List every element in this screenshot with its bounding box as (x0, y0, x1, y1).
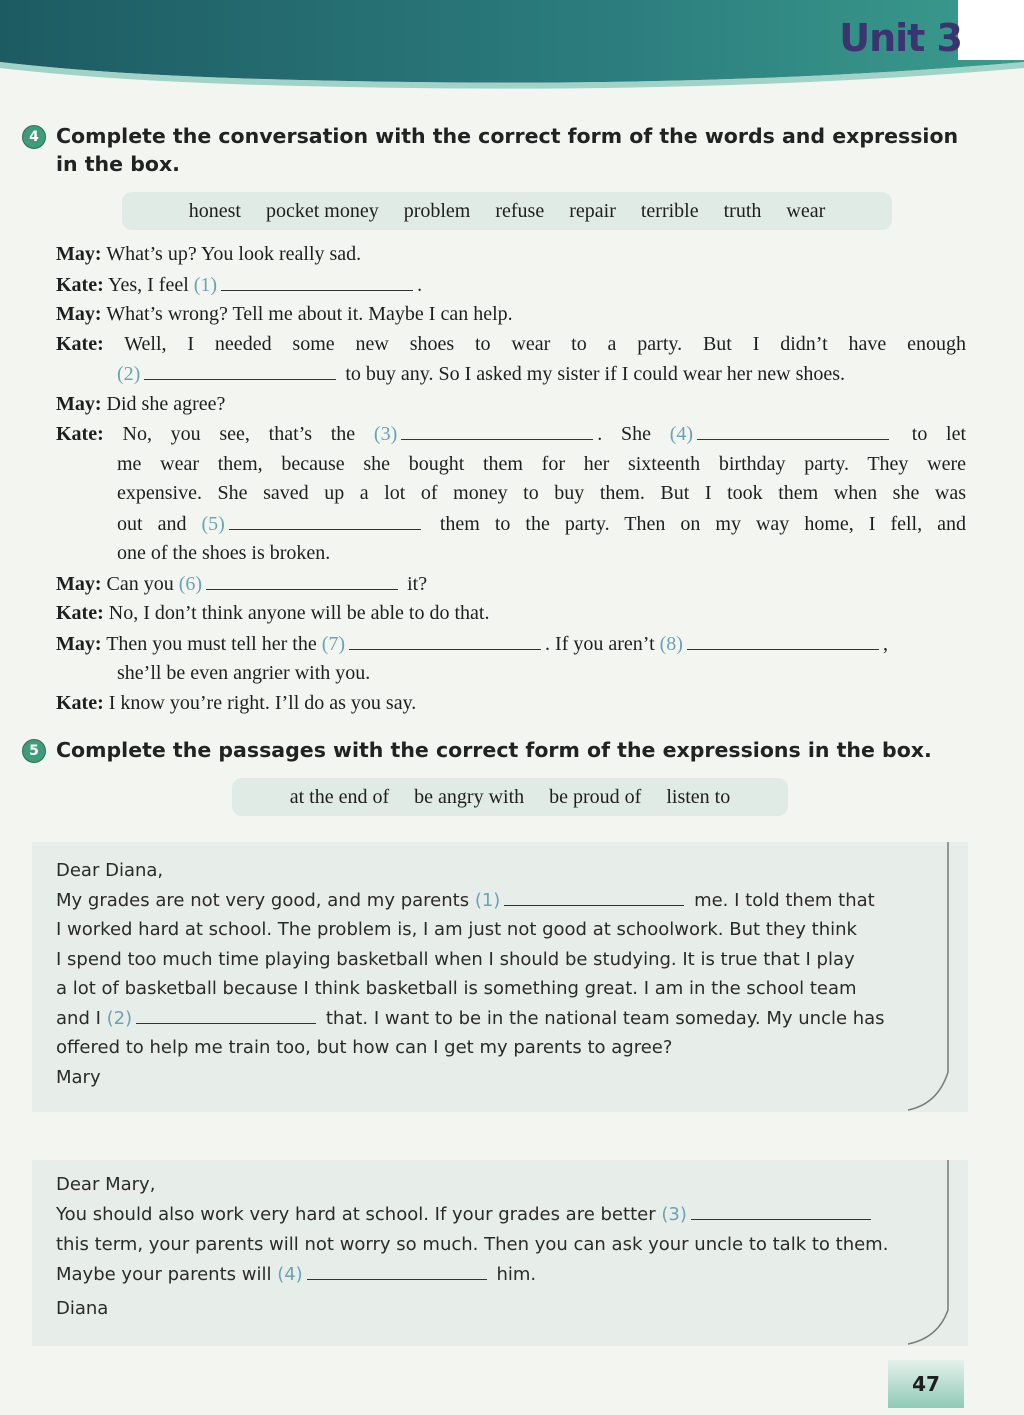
speaker: May: (56, 243, 102, 265)
dialog-text: Can you (106, 572, 174, 595)
answer-blank[interactable] (307, 1261, 487, 1280)
answer-blank[interactable] (144, 359, 336, 380)
speaker: May: (56, 303, 102, 325)
letter-card-2 (32, 1160, 968, 1346)
dialog-text: them to the party. Then on my way home, I fell, and (439, 512, 966, 535)
letter-line: offered to help me train too, but how can I get my parents to agree? (56, 1037, 673, 1058)
dialog-text: I know you’re right. I’ll do as you say. (108, 691, 417, 714)
blank-number: (4) (277, 1264, 303, 1285)
dialog-text: No, I don’t think anyone will be able to do that. (108, 602, 490, 624)
exercise-4-instruction: Complete the conversation with the correct form of the words and expression in the box. (56, 124, 959, 176)
answer-blank[interactable] (691, 1201, 871, 1220)
exercise-4-number: 4 (22, 125, 46, 149)
answer-blank[interactable] (136, 1005, 316, 1024)
exercise-5-word-box (232, 778, 788, 816)
answer-blank[interactable] (697, 419, 889, 440)
dialog-line (56, 659, 966, 689)
dialog-text: Yes, I feel (108, 273, 189, 296)
dialog-line (56, 419, 966, 450)
dialog-text: . She (597, 423, 651, 445)
dialog-line (56, 509, 966, 540)
speaker: Kate: (56, 691, 104, 714)
letter-line: You should also work very hard at school. If your grades are better (3) (56, 1200, 928, 1230)
dialog-text: it? (407, 572, 428, 595)
exercise-4-word-box (122, 192, 892, 230)
blank-number: (2) (117, 363, 141, 385)
blank-number: (6) (178, 572, 203, 595)
blank-number: (3) (373, 423, 398, 445)
letter-greeting: Dear Diana, (56, 860, 164, 881)
speaker: May: (56, 572, 102, 595)
expression-item: at the end of (289, 786, 390, 808)
dialog-text: me wear them, because she bought them for her sixteenth birthday party. They were (117, 452, 966, 475)
dialog-text: What’s wrong? Tell me about it. Maybe I can help. (106, 303, 513, 325)
dialog-line (56, 599, 966, 629)
blank-number: (1) (474, 889, 501, 911)
blank-number: (5) (201, 512, 225, 535)
blank-number: (3) (661, 1204, 687, 1225)
dialog-line (56, 539, 966, 569)
word-item: repair (569, 200, 616, 222)
dialog-text: to let (911, 423, 967, 445)
speaker: May: (56, 632, 102, 655)
dialog-line (56, 300, 966, 330)
dialog-text: out and (117, 512, 187, 535)
speaker: Kate: (56, 273, 104, 296)
answer-blank[interactable] (229, 509, 421, 530)
letter-line: I spend too much time playing basketball when I should be studying. It is true that I play (56, 948, 855, 970)
dialog-text: expensive. She saved up a lot of money to buy them. But I took them when she was (117, 482, 966, 504)
word-item: truth (723, 200, 762, 222)
dialog-line (56, 450, 966, 480)
word-item: problem (403, 200, 471, 222)
letter-card-1 (32, 842, 968, 1112)
letter-greeting: Dear Mary, (56, 1174, 156, 1195)
dialog-text: What’s up? You look really sad. (106, 243, 362, 265)
word-item: honest (188, 200, 241, 222)
answer-blank[interactable] (206, 569, 398, 590)
blank-number: (8) (659, 632, 683, 655)
letter-1-text (56, 856, 928, 1092)
letter-line: My grades are not very good, and my parents (1) me. I told them that (56, 886, 928, 916)
speaker: Kate: (56, 602, 104, 624)
dialog-text: Did she agree? (106, 392, 226, 415)
expression-item: be proud of (549, 786, 642, 808)
answer-blank[interactable] (687, 629, 879, 650)
dialog-line (56, 569, 966, 600)
dialog-line (56, 390, 966, 420)
dialog-text: . If you aren’t (545, 632, 655, 655)
dialog-line (56, 479, 966, 509)
exercise-4-heading (22, 122, 958, 178)
exercise-5-number: 5 (22, 739, 46, 763)
letter-signature: Diana (56, 1298, 109, 1319)
header-corner (958, 0, 1024, 60)
blank-number: (2) (106, 1007, 133, 1029)
dialog-text: Then you must tell her the (106, 632, 317, 655)
blank-number: (7) (321, 632, 346, 655)
conversation (56, 240, 966, 718)
answer-blank[interactable] (504, 887, 684, 906)
word-item: wear (786, 200, 826, 222)
dialog-text: she’ll be even angrier with you. (117, 662, 371, 684)
dialog-line: Kate: Yes, I feel (1) . (56, 270, 966, 301)
page-number: 47 (912, 1372, 940, 1396)
dialog-text: one of the shoes is broken. (117, 542, 331, 564)
dialog-line (56, 240, 966, 270)
expression-item: be angry with (414, 786, 525, 808)
unit-title: Unit 3 (839, 16, 962, 60)
blank-number: (1) (193, 273, 218, 296)
dialog-line (56, 330, 966, 360)
letter-line: and I (2) that. I want to be in the national team someday. My uncle has (56, 1004, 928, 1034)
answer-blank[interactable] (401, 419, 593, 440)
letter-signature: Mary (56, 1066, 101, 1088)
dialog-line (56, 689, 966, 719)
letter-line: this term, your parents will not worry so much. Then you can ask your uncle to talk to them. (56, 1234, 889, 1255)
dialog-line (56, 359, 966, 390)
dialog-text: to buy any. So I asked my sister if I could wear her new shoes. (345, 363, 846, 385)
word-item: terrible (640, 200, 699, 222)
speaker: May: (56, 392, 102, 415)
answer-blank[interactable] (221, 270, 413, 291)
word-item: refuse (495, 200, 545, 222)
word-item: pocket money (265, 200, 379, 222)
letter-line: a lot of basketball because I think basketball is something great. I am in the school team (56, 978, 857, 999)
exercise-5-instruction: Complete the passages with the correct form of the expressions in the box. (56, 738, 932, 762)
dialog-text: No, you see, that’s the (122, 423, 356, 445)
dialog-text: , (882, 632, 888, 655)
answer-blank[interactable] (349, 629, 541, 650)
blank-number: (4) (669, 423, 694, 445)
letter-line: Maybe your parents will (4) him. (56, 1260, 928, 1290)
letter-line: I worked hard at school. The problem is, I am just not good at schoolwork. But they think (56, 919, 857, 940)
speaker: Kate: (56, 423, 104, 445)
letter-2-text (56, 1170, 928, 1324)
speaker: Kate: (56, 332, 104, 355)
dialog-line (56, 629, 966, 660)
dialog-text: Well, I needed some new shoes to wear to a party. But I didn’t have enough (124, 332, 967, 355)
exercise-5-heading (22, 736, 932, 764)
expression-item: listen to (666, 786, 731, 808)
